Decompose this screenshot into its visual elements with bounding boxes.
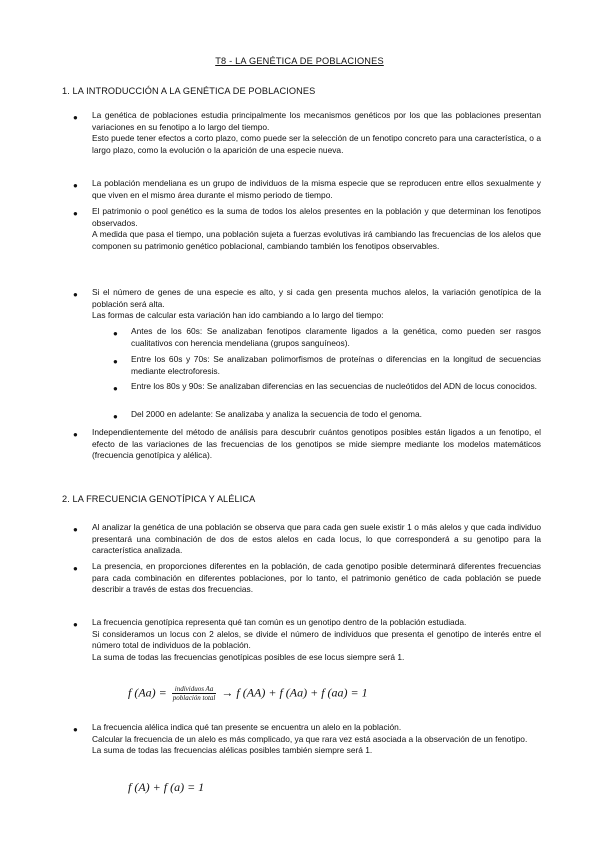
s2-b1-text: Al analizar la genética de una población se observa que para cada gen suele existir 1 o más alelos y que cada individuo presentará una combinación de dos de estos alelos en cada locus, lo que corresponderá a su genotipo para la característica analizada. — [92, 522, 541, 556]
s1-b4-sub-1: Antes de los 60s: Se analizaban fenotipos claramente ligados a la genética, como pueden ser rasgos cualitativos con herencia mendeliana (grupos sanguíneos). — [131, 326, 541, 348]
formula-numerator: individuos Aa — [172, 685, 217, 694]
s1-b3-line1: El patrimonio o pool genético es la suma de todos los alelos presentes en la población y que determinan los fenotipos observados. — [92, 206, 541, 228]
s1-bullet-4 — [92, 287, 541, 322]
s1-b4-line2: Las formas de calcular esta variación han ido cambiando a lo largo del tiempo: — [92, 310, 384, 321]
bullet-icon: ● — [73, 525, 78, 534]
bullet-icon: ● — [113, 357, 118, 366]
s1-b4-line1: Si el número de genes de una especie es alto, y si cada gen presenta muchos alelos, la variación genotípica de la población será alta. — [92, 287, 541, 309]
bullet-icon: ● — [73, 620, 78, 629]
allelic-frequency-formula: f (A) + f (a) = 1 — [128, 780, 205, 794]
bullet-icon: ● — [73, 290, 78, 299]
s2-bullet-4 — [92, 722, 541, 757]
s1-bullet-3 — [92, 206, 541, 252]
bullet-icon: ● — [73, 430, 78, 439]
s2-b3-line3: La suma de todas las frecuencias genotípicas posibles de ese locus siempre será 1. — [92, 651, 405, 662]
s2-b4-line2: Calcular la frecuencia de un alelo es más complicado, ya que rara vez está asociada a la observación de un fenotipo. — [92, 733, 528, 744]
s1-b1-line1: La genética de poblaciones estudia principalmente los mecanismos genéticos por los que las poblaciones presentan variaciones en su fenotipo a lo largo del tiempo. — [92, 110, 541, 132]
s2-b4-line1: La frecuencia alélica indica qué tan presente se encuentra un alelo en la población. — [92, 722, 402, 732]
section-1-heading: 1. LA INTRODUCCIÓN A LA GENÉTICA DE POBLACIONES — [62, 86, 316, 96]
s2-bullet-1 — [92, 522, 541, 557]
bullet-icon: ● — [73, 725, 78, 734]
formula-fraction — [172, 685, 217, 702]
s1-b2-text: La población mendeliana es un grupo de individuos de la misma especie que se reproducen entre ellos sexualmente y que viven en el mismo área durante el mismo periodo de tiempo. — [92, 178, 541, 200]
bullet-icon: ● — [73, 209, 78, 218]
s1-b1-line2: Esto puede tener efectos a corto plazo, como puede ser la selección de un fenotipo concreto para una característica, o a largo plazo, como la evolución o la aparición de una especie nueva. — [92, 133, 541, 155]
s1-b3-line2: A medida que pasa el tiempo, una población sujeta a fuerzas evolutivas irá cambiando las frecuencias de los alelos que componen su patrimonio genético poblacional, cambiando también los fenotipos observables. — [92, 229, 541, 251]
s1-b4-sub-4: Del 2000 en adelante: Se analizaba y analiza la secuencia de todo el genoma. — [131, 409, 423, 419]
s2-b3-line1: La frecuencia genotípica representa qué tan común es un genotipo dentro de la población estudiada. — [92, 617, 467, 627]
page-title: T8 - LA GENÉTICA DE POBLACIONES — [215, 56, 384, 66]
arrow-icon: → — [221, 685, 237, 700]
formula-lhs: f (Aa) = — [128, 685, 170, 700]
s1-bullet-1 — [92, 110, 541, 156]
bullet-icon: ● — [113, 412, 118, 421]
bullet-icon: ● — [113, 384, 118, 393]
s1-bullet-5 — [92, 427, 541, 462]
s2-b3-line2: Si consideramos un locus con 2 alelos, se divide el número de individuos que presenta el genotipo de interés entre el número total de individuos de la población. — [92, 628, 541, 651]
s2-bullet-3 — [92, 617, 541, 663]
s2-b4-line3: La suma de todas las frecuencias alélicas posibles también siempre será 1. — [92, 745, 373, 756]
genotypic-frequency-formula — [128, 685, 368, 702]
bullet-icon: ● — [73, 181, 78, 190]
s2-bullet-2 — [92, 561, 541, 596]
bullet-icon: ● — [73, 564, 78, 573]
section-2-heading: 2. LA FRECUENCIA GENOTÍPICA Y ALÉLICA — [62, 494, 256, 504]
s1-b5-text: Independientemente del método de análisis para descubrir cuántos genotipos posibles están ligados a un fenotipo, el efecto de las variaciones de las frecuencias de los genotipos se mide siempre mediante los modelos matemáticos (frecuencia genotípica y alélica). — [92, 427, 541, 461]
s1-bullet-2 — [92, 178, 541, 201]
formula-denominator: población total — [172, 694, 216, 702]
s1-b4-sub-2: Entre los 60s y 70s: Se analizaban polimorfismos de proteínas o diferencias en la longitud de secuencias mediante electroforesis. — [131, 354, 541, 376]
bullet-icon: ● — [73, 113, 78, 122]
bullet-icon: ● — [113, 329, 118, 338]
s1-b4-sub-3: Entre los 80s y 90s: Se analizaban diferencias en las secuencias de nucleótidos del ADN de locus conocidos. — [131, 381, 537, 391]
formula-rhs: f (AA) + f (Aa) + f (aa) = 1 — [236, 685, 368, 700]
s2-b2-text: La presencia, en proporciones diferentes en la población, de cada genotipo posible determinará diferentes frecuencias para cada combinación en diferentes poblaciones, por lo tanto, el patrimonio genético de cada población se puede describir a través de estas dos frecuencias. — [92, 561, 541, 595]
